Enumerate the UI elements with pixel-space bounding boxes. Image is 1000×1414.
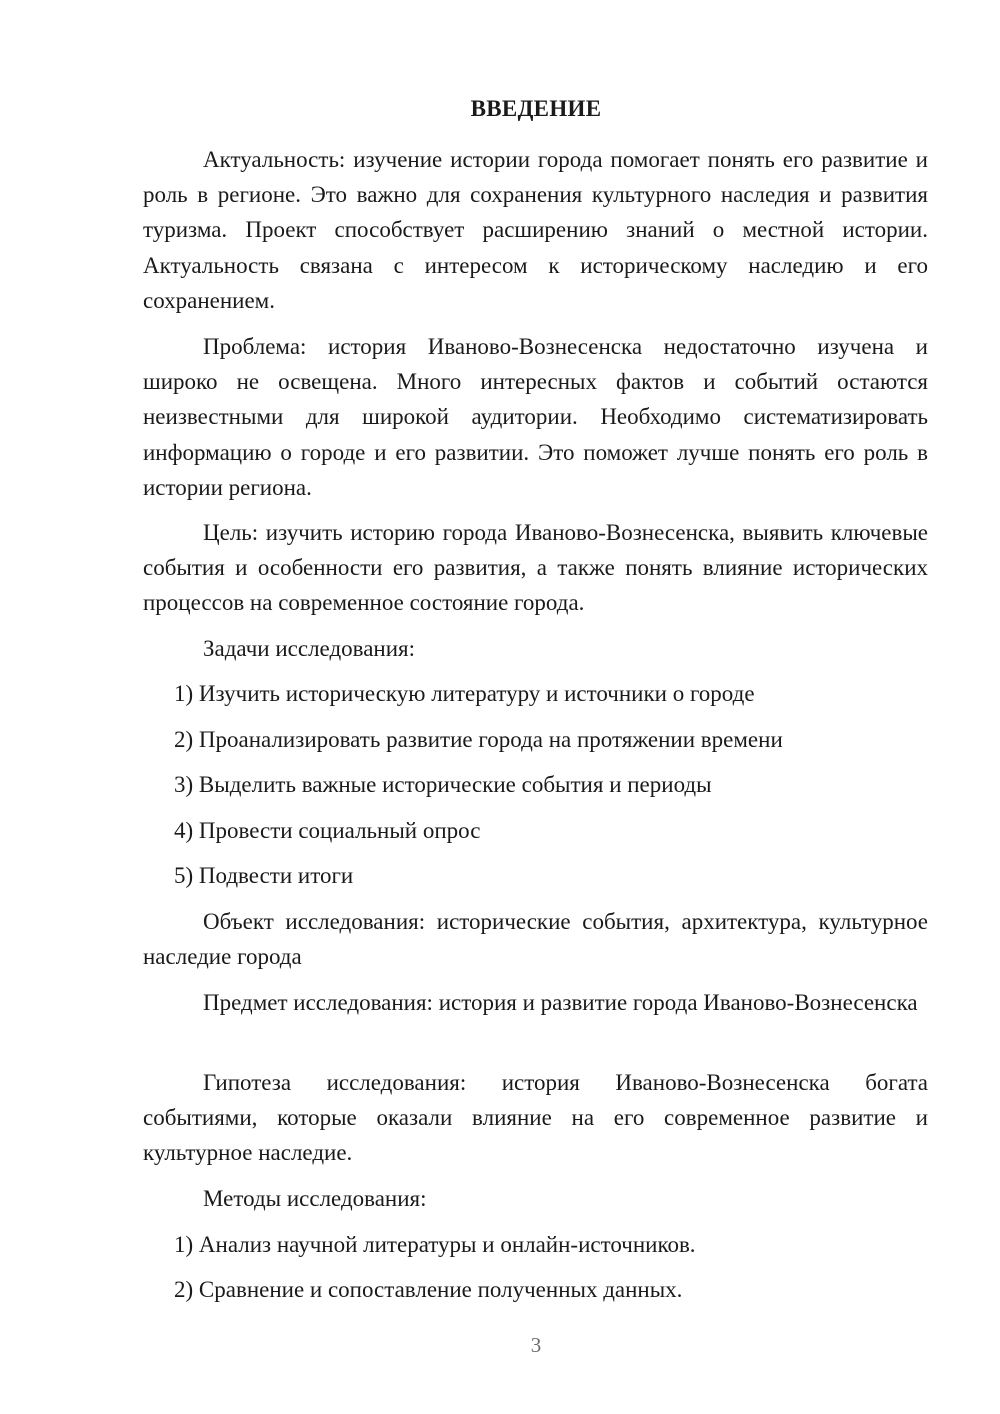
task-item-3: 3) Выделить важные исторические события и периоды: [174, 772, 712, 797]
method-item-1: 1) Анализ научной литературы и онлайн-источников.: [174, 1232, 696, 1257]
actuality-paragraph: Актуальность: изучение истории города помогает понять его развитие и роль в регионе. Это важно для сохранения культурного наследия и развития туризма. Проект способствует расширению знаний о местной истории. Актуальность связана с интересом к историческому наследию и его сохранением.: [143, 147, 928, 313]
tasks-heading: Задачи исследования:: [203, 636, 416, 661]
hypothesis-paragraph: Гипотеза исследования: история Иваново-Вознесенска богата событиями, которые оказали влияние на его современное развитие и культурное наследие.: [143, 1070, 928, 1166]
methods-heading: Методы исследования:: [203, 1186, 427, 1211]
page-number: 3: [530, 1333, 542, 1357]
goal-paragraph: Цель: изучить историю города Иваново-Вознесенска, выявить ключевые события и особенности его развития, а также понять влияние исторических процессов на современное состояние города.: [143, 520, 928, 616]
task-item-4: 4) Провести социальный опрос: [174, 818, 481, 843]
task-item-2: 2) Проанализировать развитие города на протяжении времени: [174, 727, 783, 752]
page-title: ВВЕДЕНИЕ: [470, 96, 602, 121]
problem-paragraph: Проблема: история Иваново-Вознесенска недостаточно изучена и широко не освещена. Много интересных фактов и событий остаются неизвестными для широкой аудитории. Необходимо систематизировать информацию о городе и его развитии. Это поможет лучше понять его роль в истории региона.: [143, 334, 928, 500]
task-item-5: 5) Подвести итоги: [174, 863, 354, 888]
object-paragraph: Объект исследования: исторические события, архитектура, культурное наследие города: [143, 909, 928, 970]
method-item-2: 2) Сравнение и сопоставление полученных данных.: [174, 1277, 683, 1302]
task-item-1: 1) Изучить историческую литературу и источники о городе: [174, 681, 755, 706]
subject-paragraph: Предмет исследования: история и развитие города Иваново-Вознесенска: [203, 990, 918, 1015]
